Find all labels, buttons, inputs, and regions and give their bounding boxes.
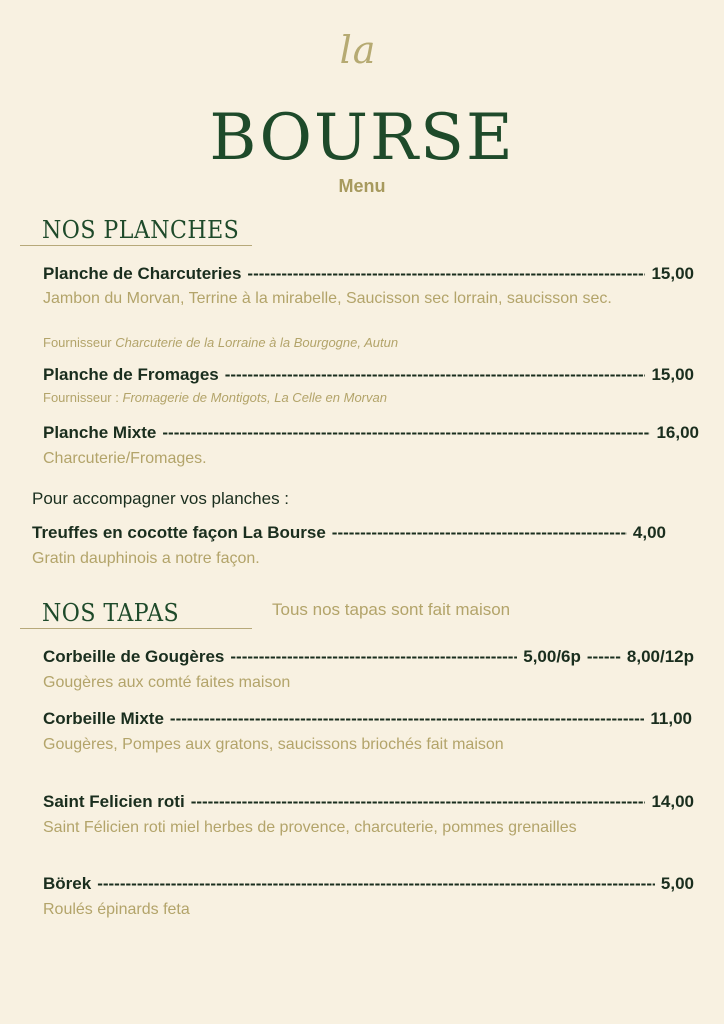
leader-dashes: [230, 646, 517, 668]
menu-item-corbeille-mixte: [43, 708, 692, 730]
item-name: Corbeille de Gougères: [43, 647, 225, 666]
supplier-label: Fournisseur: [43, 335, 112, 350]
item-supplier: [43, 388, 703, 408]
leader-dashes: [587, 646, 621, 668]
leader-dashes: [332, 522, 627, 544]
item-price: 15,00: [651, 264, 694, 283]
item-price: 5,00/6p: [523, 647, 581, 666]
menu-item-saint-felicien: [43, 791, 694, 813]
item-price: 5,00: [660, 874, 694, 893]
item-description: Gratin dauphinois a notre façon.: [32, 550, 260, 567]
section-rule-tapas: [20, 628, 252, 629]
leader-dashes: [225, 364, 646, 386]
item-description: Gougères aux comté faites maison: [43, 674, 291, 691]
leader-dashes: [170, 708, 644, 730]
supplier-label: Fournisseur :: [43, 390, 119, 405]
menu-item-charcuteries: [43, 263, 694, 285]
item-name: Planche Mixte: [43, 423, 157, 442]
item-name: Börek: [43, 874, 92, 893]
item-name: Planche de Fromages: [43, 365, 219, 384]
section-title-tapas: NOS TAPAS: [42, 599, 180, 627]
item-price: 16,00: [656, 423, 699, 442]
logo-bourse: BOURSE: [209, 101, 515, 175]
section-title-planches: NOS PLANCHES: [42, 216, 240, 244]
supplier-name: Charcuterie de la Lorraine à la Bourgogne, Autun: [115, 335, 399, 350]
item-name: Saint Felicien roti: [43, 792, 185, 811]
accompany-heading: Pour accompagner vos planches :: [32, 489, 290, 508]
leader-dashes: [191, 791, 646, 813]
item-description: Saint Félicien roti miel herbes de provence, charcuterie, pommes grenailles: [43, 819, 577, 836]
leader-dashes: [97, 873, 655, 895]
item-description: Gougères, Pompes aux gratons, saucissons briochés fait maison: [43, 736, 504, 753]
menu-item-treuffes: [32, 522, 666, 544]
item-price: 4,00: [632, 523, 666, 542]
item-name: Corbeille Mixte: [43, 709, 164, 728]
item-description: Roulés épinards feta: [43, 901, 190, 918]
menu-item-fromages: [43, 364, 694, 386]
item-supplier: [43, 333, 703, 353]
section-rule-planches: [20, 245, 252, 246]
menu-item-gougeres: [43, 646, 694, 668]
item-name: Planche de Charcuteries: [43, 264, 242, 283]
item-description: Jambon du Morvan, Terrine à la mirabelle, Saucisson sec lorrain, saucisson sec.: [43, 290, 612, 307]
tapas-note: Tous nos tapas sont fait maison: [272, 600, 511, 619]
item-price: 11,00: [650, 709, 692, 728]
menu-item-borek: [43, 873, 694, 895]
item-price: 14,00: [651, 792, 694, 811]
menu-label: Menu: [338, 176, 386, 196]
leader-dashes: [247, 263, 645, 285]
supplier-name: Fromagerie de Montigots, La Celle en Morvan: [122, 390, 387, 405]
item-name: Treuffes en cocotte façon La Bourse: [32, 523, 326, 542]
item-price: 15,00: [651, 365, 694, 384]
item-description: Charcuterie/Fromages.: [43, 450, 207, 467]
menu-item-mixte: [43, 422, 699, 444]
leader-dashes: [162, 422, 650, 444]
item-price-large: 8,00/12p: [626, 647, 694, 666]
logo-la: la: [339, 28, 377, 72]
